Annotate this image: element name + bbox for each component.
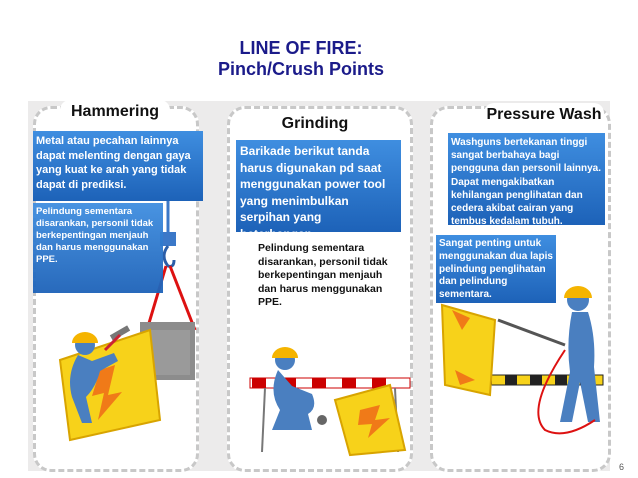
panel-grinding-heading: Grinding — [270, 112, 360, 136]
panel-pressure-wash-heading: Pressure Wash — [484, 103, 604, 127]
panel-pressure-wash-note: Sangat penting untuk menggunakan dua lapis pelindung penglihatan dan pelindung sementara. — [439, 238, 553, 301]
panel-pressure-wash-description: Washguns bertekanan tinggi sangat berbahaya bagi pengguna dan personil lainnya. Dapat mengakibatkan kehilangan penglihatan dan cedera akibat cairan yang tembus kedalam tubuh. — [451, 137, 602, 228]
panel-grinding-description: Barikade berikut tanda harus digunakan pd saat menggunakan power tool yang menimbulkan serpihan yang beterbangan. — [240, 144, 386, 241]
panel-hammering-heading: Hammering — [60, 100, 170, 124]
slide-title-line1: LINE OF FIRE: — [239, 38, 363, 58]
panel-hammering-note: Pelindung sementara disarankan, personil tidak berkepentingan menjauh dan harus menggunakan PPE. — [36, 206, 154, 265]
panel-hammering-description: Metal atau pecahan lainnya dapat melenting dengan gaya yang kuat ke arah yang tidak dapat di prediksi. — [36, 135, 191, 191]
worker-figure-3 — [498, 286, 600, 433]
shield-yellow-3 — [442, 305, 495, 395]
page-number: 6 — [618, 462, 624, 472]
slide-title-line2: Pinch/Crush Points — [217, 59, 385, 79]
panel-grinding-note: Pelindung sementara disarankan, personil tidak berkepentingan menjauh dan harus menggunakan PPE. — [258, 242, 388, 308]
